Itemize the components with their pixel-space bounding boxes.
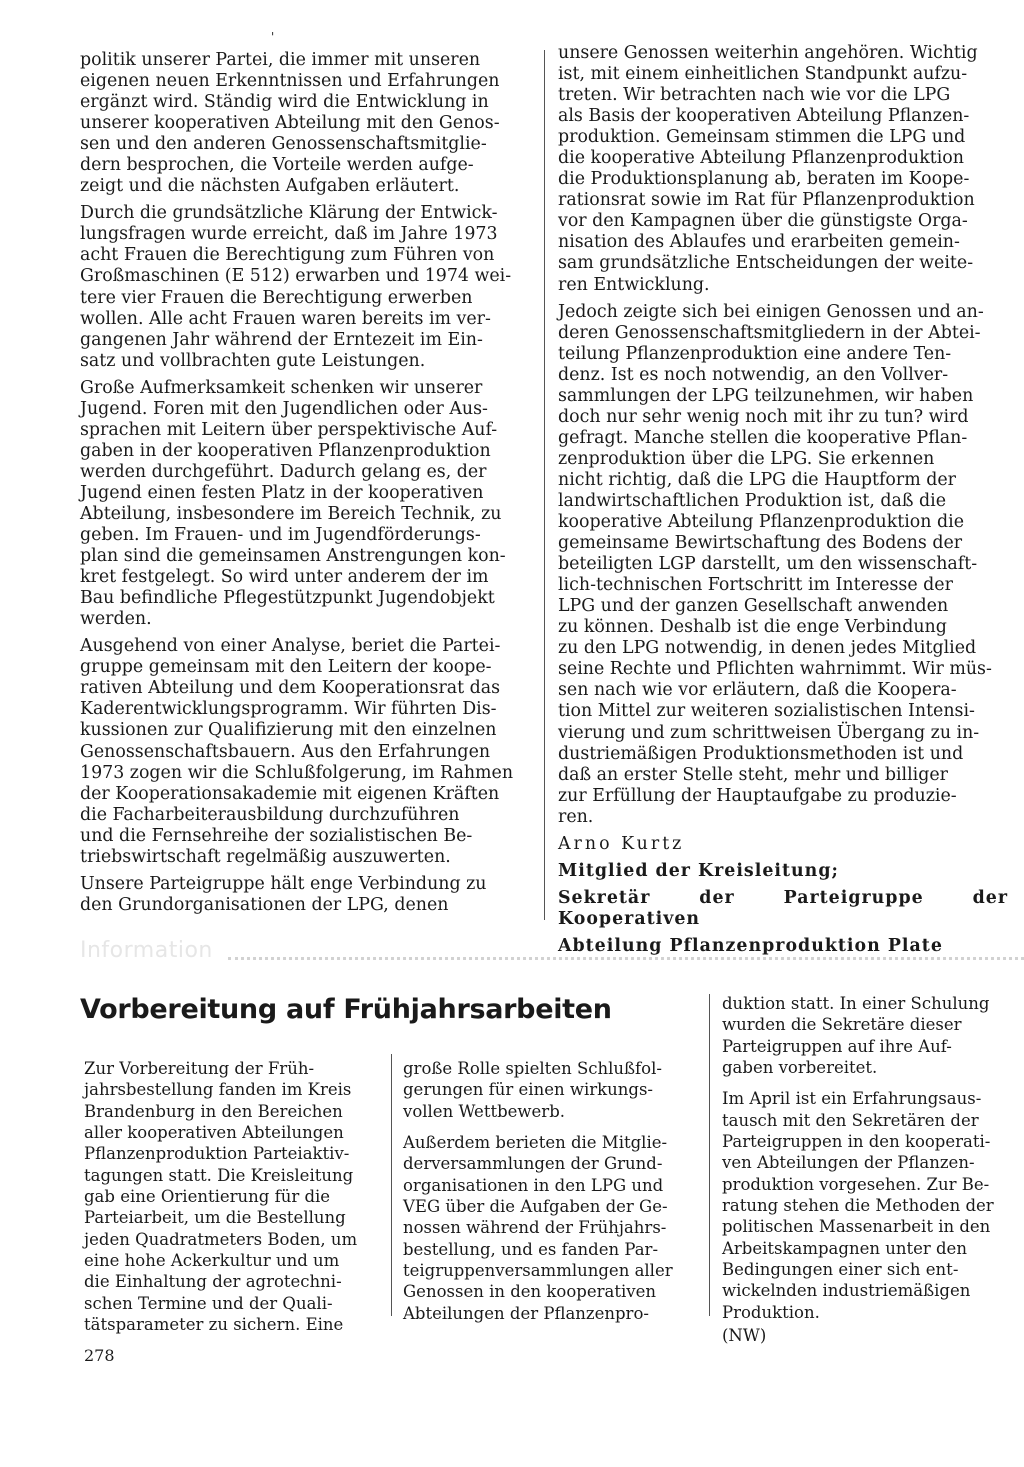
paragraph: Durch die grundsätzliche Klärung der Entwick- lungsfragen wurde erreicht, daß im Jahre 1973 acht Frauen die Berechtigung zum Führen von Großmaschinen (E 512) erwarben und 1974 wei- tere vier Frauen die Berechtigung erwerben wollen. Alle acht Frauen waren bereits im ver- gangenen Jahr während der Erntezeit im Ein- satz und vollbrachten gute Leistungen.: [80, 203, 512, 371]
author-role-line: Abteilung Pflanzenproduktion Plate: [558, 935, 943, 956]
paragraph: unsere Genossen weiterhin angehören. Wichtig ist, mit einem einheitlichen Standpunkt aufzu- treten. Wir betrachten nach wie vor die LPG als Basis der kooperativen Abteilung Pflanzen- produktion. Gemeinsam stimmen die LPG und die kooperative Abteilung Pflanzenproduktion die Produktionsplanung ab, beraten im Koope- rationsrat sowie im Rat für Pflanzenproduktion vor den Kampagnen über die günstigste Orga- nisation des Ablaufes und erarbeiten gemein- sam grundsätzliche Entscheidungen der weite- ren Entwicklung.: [558, 43, 978, 295]
column-divider: [391, 1054, 392, 1316]
paragraph: Unsere Parteigruppe hält enge Verbindung zu den Grundorganisationen der LPG, denen: [80, 873, 487, 915]
author-initials: (NW): [722, 1326, 767, 1346]
paragraph: politik unserer Partei, die immer mit unseren eigenen neuen Erkenntnissen und Erfahrungen ergänzt wird. Ständig wird die Entwicklung in unserer kooperativen Abteilung mit den Genos- sen und den anderen Genossenschaftsmitglie- dern besprochen, die Vorteile werden aufge- zeigt und die nächsten Aufgaben erläutert.: [80, 50, 500, 197]
section-divider: [228, 957, 1024, 960]
paragraph: duktion statt. In einer Schulung wurden die Sekretäre dieser Parteigruppen auf ihre Auf- gaben vorbereitet.: [722, 994, 990, 1078]
paragraph: Im April ist ein Erfahrungsaus- tausch mit den Sekretären der Parteigruppen in den kooperati- ven Abteilungen der Pflanzen- produktion vorgesehen. Zur Be- ratung stehen die Methoden der politischen Massenarbeit in den Arbeitskampagnen unter den Bedingungen einer sich ent- wickelnden industriemäßigen Produktion.: [722, 1089, 994, 1322]
column-divider: [544, 50, 545, 920]
page-number: 278: [84, 1346, 115, 1365]
article-left-column: [80, 50, 530, 922]
article-headline: Vorbereitung auf Frühjahrsarbeiten: [80, 994, 612, 1025]
article-column-2: [403, 1058, 695, 1334]
paragraph: Außerdem berieten die Mitglie- derversammlungen der Grund- organisationen in den LPG und VEG über die Aufgaben der Ge- nossen während der Frühjahrs- bestellung, und es fanden Par- teigruppenversammlungen aller Genossen in den kooperativen Abteilungen der Pflanzenpro-: [403, 1133, 673, 1323]
author-role-line: Mitglied der Kreisleitung;: [558, 860, 839, 881]
paragraph: Große Aufmerksamkeit schenken wir unserer Jugend. Foren mit den Jugendlichen oder Aus- sprachen mit Leitern über perspektivische Auf- gaben in der kooperativen Pflanzenproduktion werden durchgeführt. Dadurch gelang es, der Jugend einen festen Platz in der kooperativen Abteilung, insbesondere im Bereich Technik, zu geben. Im Frauen- und im Jugendförderungs- plan sind die gemeinsamen Anstrengungen kon- kret festgelegt. So wird unter anderem der im Bau befindliche Pflegestützpunkt Jugendobjekt werden.: [80, 377, 506, 630]
paragraph: Zur Vorbereitung der Früh- jahrsbestellung fanden im Kreis Brandenburg in den Bereichen aller kooperativen Abteilungen Pflanzenproduktion Parteiaktiv- tagungen statt. Die Kreisleitung gab eine Orientierung für die Parteiarbeit, um die Bestellung jeden Quadratmeters Boden, um eine hohe Ackerkultur und um die Einhaltung der agrotechni- schen Termine und der Quali- tätsparameter zu sichern. Eine: [84, 1059, 358, 1335]
stray-mark: ': [271, 30, 275, 44]
section-label: Information: [80, 938, 213, 963]
paragraph: Ausgehend von einer Analyse, beriet die Partei- gruppe gemeinsam mit den Leitern der koope- rativen Abteilung und dem Kooperationsrat das Kaderentwicklungsprogramm. Wir führten Dis- kussionen zur Qualifizierung mit den einzelnen Genossenschaftsbauern. Aus den Erfahrungen 1973 zogen wir die Schlußfolgerung, im Rahmen der Kooperationsakademie mit eigenen Kräften die Facharbeiterausbildung durchzuführen und die Fernsehreihe der sozialistischen Be- triebswirtschaft regelmäßig auszuwerten.: [80, 636, 514, 867]
column-divider: [709, 994, 710, 1316]
paragraph: Jedoch zeigte sich bei einigen Genossen und an- deren Genossenschaftsmitgliedern in der Abtei- teilung Pflanzenproduktion eine andere Ten- denz. Ist es noch notwendig, an den Vollver- sammlungen der LPG teilzunehmen, wir haben doch nur sehr wenig noch mit ihr zu tun? wird gefragt. Manche stellen die kooperative Pflan- zenproduktion über die LPG. Sie erkennen nicht richtig, daß die LPG die Hauptform der landwirtschaftlichen Produktion ist, daß die kooperative Abteilung Pflanzenproduktion die gemeinsame Bewirtschaftung des Bodens der beteiligten LGP darstellt, um den wissenschaft- lich-technischen Fortschritt im Interesse der LPG und der ganzen Gesellschaft anwenden zu können. Deshalb ist die enge Verbindung zu den LPG notwendig, in denen jedes Mitglied seine Rechte und Pflichten wahrnimmt. Wir müs- sen nach wie vor erläutern, daß die Koopera- tion Mittel zur weiteren sozialistischen Intensi- vierung und zum schrittweisen Übergang zu in- dustriemäßigen Produktionsmethoden ist und daß an erster Stelle steht, mehr und billiger zur Erfüllung der Hauptaufgabe zu produzie- ren.: [558, 301, 992, 827]
article-right-column: [558, 43, 1008, 963]
article-column-3: [722, 993, 1012, 1357]
article-column-1: [84, 1058, 376, 1345]
paragraph: große Rolle spielten Schlußfol- gerungen für einen wirkungs- vollen Wettbewerb.: [403, 1059, 662, 1121]
author-role-line: Sekretär der Parteigruppe der Kooperativen: [558, 887, 1008, 929]
author-name: Arno Kurtz: [558, 833, 685, 854]
